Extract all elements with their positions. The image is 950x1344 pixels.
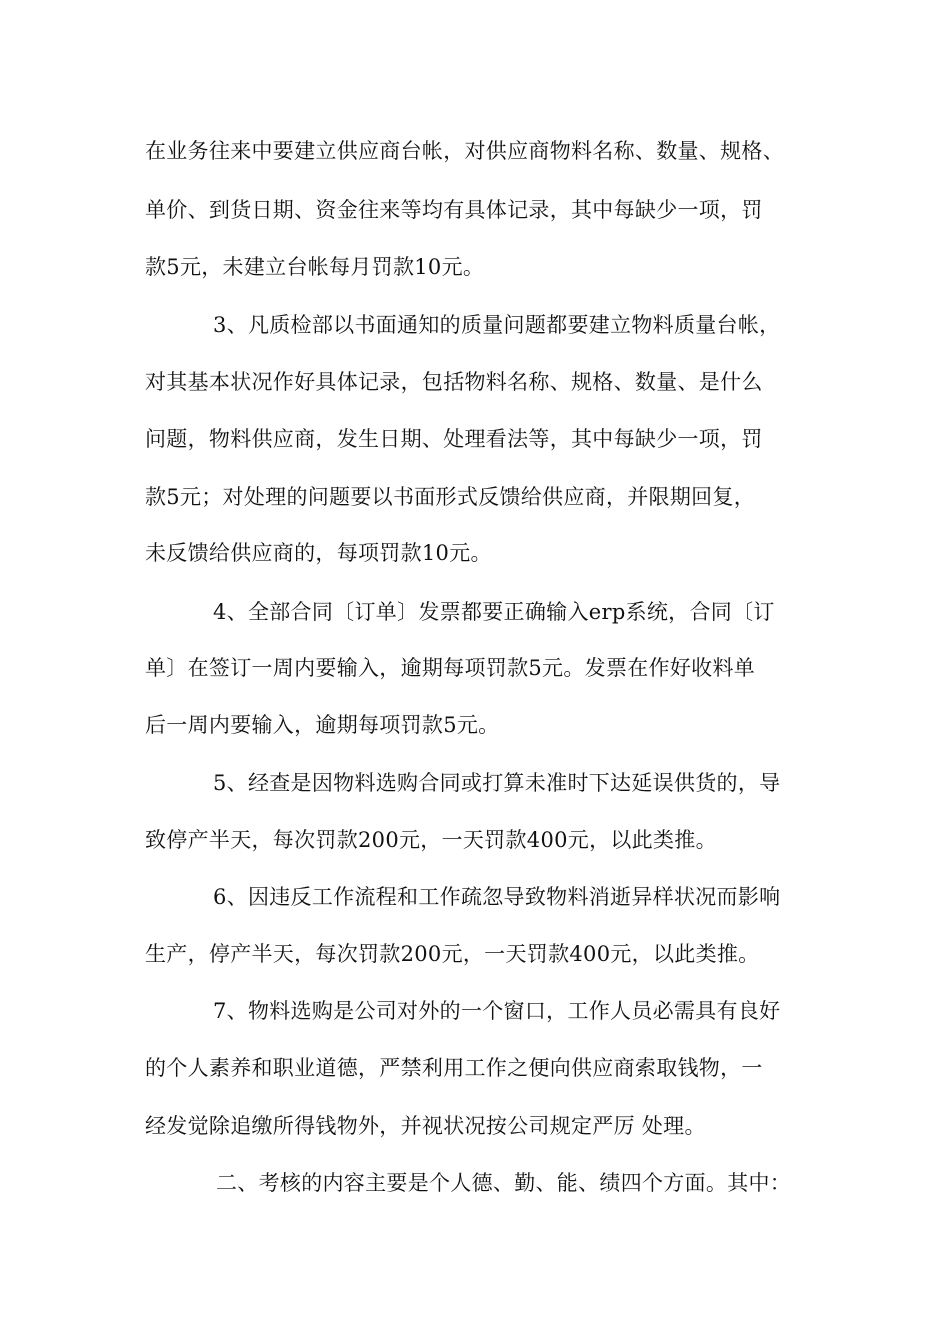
text-line: 后一周内要输入，逾期每项罚款5元。 bbox=[145, 713, 500, 737]
text-line: 在业务往来中要建立供应商台帐，对供应商物料名称、数量、规格、 bbox=[145, 139, 784, 163]
text-line: 问题，物料供应商，发生日期、处理看法等，其中每缺少一项，罚 bbox=[145, 427, 763, 451]
text-line: 款5元；对处理的问题要以书面形式反馈给供应商，并限期回复， bbox=[145, 485, 756, 509]
text-line: 未反馈给供应商的，每项罚款10元。 bbox=[145, 541, 492, 565]
text-line: 款5元，未建立台帐每月罚款10元。 bbox=[145, 255, 485, 279]
text-line: 5、经查是因物料选购合同或打算未准时下达延误供货的，导 bbox=[213, 771, 781, 795]
text-line: 单价、到货日期、资金往来等均有具体记录，其中每缺少一项，罚 bbox=[145, 198, 763, 222]
text-line: 6、因违反工作流程和工作疏忽导致物料消逝异样状况而影响 bbox=[213, 885, 781, 909]
text-line: 生产，停产半天，每次罚款200元，一天罚款400元，以此类推。 bbox=[145, 942, 760, 966]
text-line: 的个人素养和职业道德，严禁利用工作之便向供应商索取钱物，一 bbox=[145, 1056, 763, 1080]
text-line: 经发觉除追缴所得钱物外，并视状况按公司规定严厉 处理。 bbox=[145, 1114, 706, 1138]
text-line: 二、考核的内容主要是个人德、勤、能、绩四个方面。其中： bbox=[216, 1171, 792, 1195]
text-line: 4、全部合同〔订单〕发票都要正确输入erp系统，合同〔订 bbox=[213, 600, 775, 624]
text-line: 3、凡质检部以书面通知的质量问题都要建立物料质量台帐， bbox=[213, 313, 781, 337]
text-line: 对其基本状况作好具体记录，包括物料名称、规格、数量、是什么 bbox=[145, 370, 763, 394]
text-line: 7、物料选购是公司对外的一个窗口，工作人员必需具有良好 bbox=[213, 999, 781, 1023]
text-line: 致停产半天，每次罚款200元，一天罚款400元，以此类推。 bbox=[145, 828, 717, 852]
text-line: 单〕在签订一周内要输入，逾期每项罚款5元。发票在作好收料单 bbox=[145, 656, 756, 680]
